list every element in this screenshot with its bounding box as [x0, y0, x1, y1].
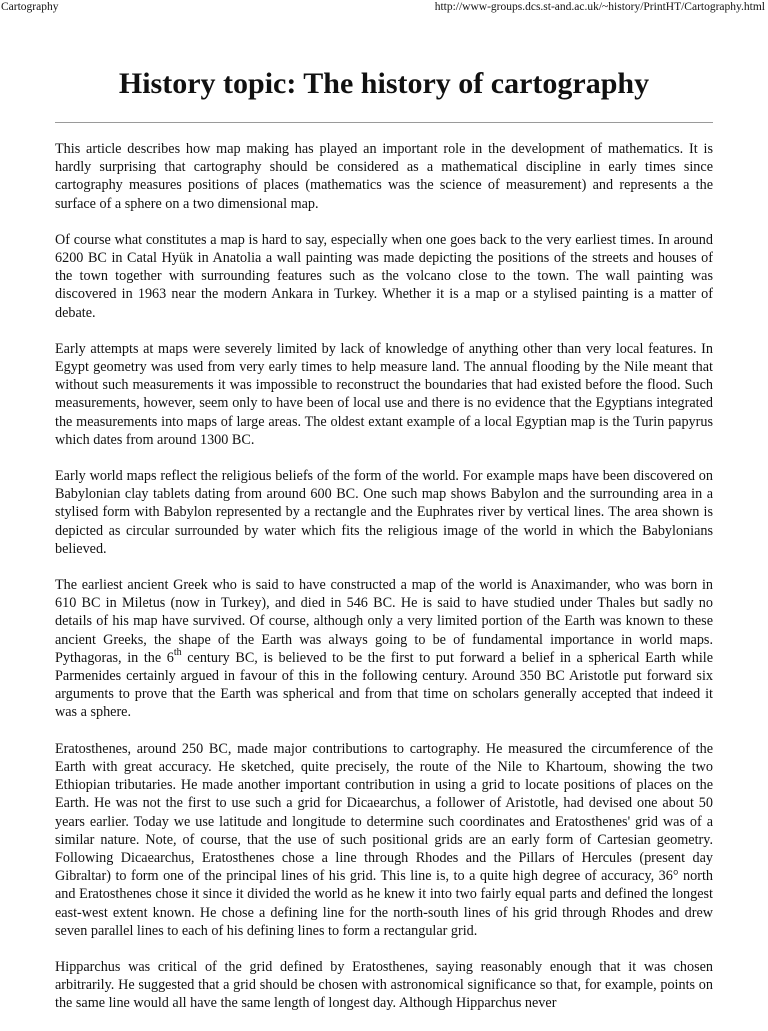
paragraph-hipparchus: Hipparchus was critical of the grid defined by Eratosthenes, saying reasonably enough that it was chosen arbitrarily. He suggested that a grid should be chosen with astronomical significance so that, for example, points on the same line would all have the same length of longest day. Although Hipparchus never: [55, 958, 713, 1012]
paragraph-eratosthenes: Eratosthenes, around 250 BC, made major contributions to cartography. He measured the circumference of the Earth with great accuracy. He sketched, quite precisely, the route of the Nile to Khartoum, showing the two Ethiopian tributaries. He made another important contribution in using a grid to locate positions of places on the Earth. He was not the first to use such a grid for Dicaearchus, a follower of Aristotle, had devised one about 50 years earlier. Today we use latitude and longitude to determine such coordinates and Eratosthenes' grid was of a similar nature. Note, of course, that the use of such positional grids are an early form of Cartesian geometry. Following Dicaearchus, Eratosthenes chose a line through Rhodes and the Pillars of Hercules (present day Gibraltar) to form one of the principal lines of his grid. This line is, to a quite high degree of accuracy, 36° north and Eratosthenes chose it since it divided the world as he knew it into two fairly equal parts and defined the longest east-west extent known. He chose a defining line for the north-south lines of his grid through Rhodes and drew seven parallel lines to each of his defining lines to form a rectangular grid.: [55, 740, 713, 939]
print-header-url: http://www-groups.dcs.st-and.ac.uk/~history/PrintHT/Cartography.html: [434, 1, 765, 13]
ordinal-superscript: th: [173, 647, 182, 659]
article-body: [55, 140, 713, 1031]
page-title: History topic: The history of cartography: [118, 67, 650, 100]
paragraph-greek-part-b: century BC, is believed to be the first to put forward a belief in a spherical Earth while Parmenides certainly argued in favour of this in the following century. Around 350 BC Aristotle put forward six arguments to prove that the Earth was spherical and from that time on scholars generally accepted that indeed it was a sphere.: [55, 649, 714, 721]
paragraph-intro: This article describes how map making has played an important role in the development of mathematics. It is hardly surprising that cartography should be considered as a mathematical discipline in early times since cartography measures positions of places (mathematics was the science of measurement) and represents a the surface of a sphere on a two dimensional map.: [55, 141, 713, 212]
paragraph-egypt: Early attempts at maps were severely limited by lack of knowledge of anything other than very local features. In Egypt geometry was used from very early times to help measure land. The annual flooding by the Nile meant that without such measurements it was impossible to reconstruct the boundaries that had existed before the flood. Such measurements, however, seem only to have been of local use and there is no evidence that the Egyptians integrated the measurements into maps of large areas. The oldest extant example of a local Egyptian map is the Turin papyrus which dates from around 1300 BC.: [55, 340, 713, 448]
print-header-title: Cartography: [1, 1, 59, 13]
title-divider: [55, 122, 713, 123]
paragraph-catal-hyuk: Of course what constitutes a map is hard to say, especially when one goes back to the very earliest times. In around 6200 BC in Catal Hyük in Anatolia a wall painting was made depicting the positions of the streets and houses of the town together with surrounding features such as the volcano close to the town. The wall painting was discovered in 1963 near the modern Ankara in Turkey. Whether it is a map or a stylised painting is a matter of debate.: [55, 231, 713, 321]
paragraph-greek: [55, 576, 713, 722]
paragraph-babylon: Early world maps reflect the religious beliefs of the form of the world. For example maps have been discovered on Babylonian clay tablets dating from around 600 BC. One such map shows Babylon and the surrounding area in a stylised form with Babylon represented by a rectangle and the Euphrates river by vertical lines. The area shown is depicted as circular surrounded by water which fits the religious image of the world in which the Babylonians believed.: [55, 468, 713, 557]
paragraph-greek-part-a: The earliest ancient Greek who is said to have constructed a map of the world is Anaximander, who was born in 610 BC in Miletus (now in Turkey), and died in 546 BC. He is said to have studied under Thales but sadly no details of his map have survived. Of course, although only a very limited portion of the Earth was known to these ancient Greeks, the shape of the Earth was always going to be of fundamental importance in world maps. Pythagoras, in the 6: [55, 577, 713, 666]
print-header: [0, 0, 768, 16]
